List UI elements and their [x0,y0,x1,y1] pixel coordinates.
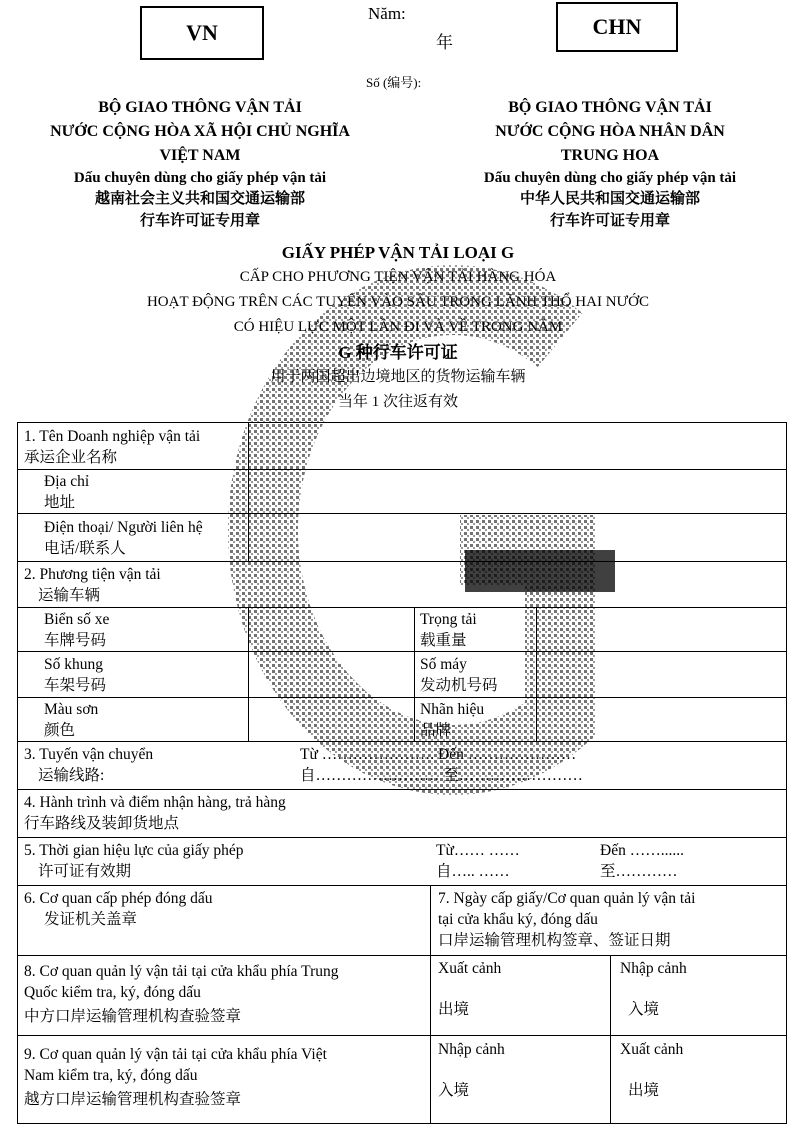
route-from-to-cn: 自…………………… 至…………………… [300,767,583,784]
validity-from-cn: 自….. …… [436,863,510,880]
issuer-left-line1: BỘ GIAO THÔNG VẬN TẢI [98,99,302,116]
address-label-cn: 地址 [44,494,76,511]
vn-exit-label [620,1039,683,1101]
address-label [44,471,89,513]
load-label [420,609,477,651]
row-divider [18,789,786,790]
issuer-left-line4: Dấu chuyên dùng cho giấy phép vận tải [73,170,327,186]
border-authority-label-vn2: tại cửa khẩu ký, đóng dấu [438,911,598,928]
vn-entry-cn: 入境 [438,1082,470,1099]
company-name-label [24,426,200,468]
vn-border-check-label [24,1044,327,1110]
validity-label-cn: 许可证有效期 [38,863,132,880]
issuer-right-line5: 中华人民共和国交通运输部 [519,191,700,207]
border-authority-label-vn1: 7. Ngày cấp giấy/Cơ quan quản lý vận tải [438,890,696,907]
issuer-left-line2: NƯỚC CỘNG HÒA XÃ HỘI CHỦ NGHĨA [50,123,350,140]
company-name-label-cn: 承运企业名称 [24,449,118,466]
country-code-chn-text: CHN [592,14,642,39]
engine-label-cn: 发动机号码 [420,677,498,694]
issuer-right-line2: NƯỚC CỘNG HÒA NHÂN DÂN [495,123,725,140]
issuing-authority-label [24,888,213,930]
route-label [24,744,153,786]
phone-label [44,517,203,559]
phone-label-cn: 电话/联系人 [44,540,126,557]
vehicle-label [24,564,161,606]
plate-label [44,609,109,651]
issuing-authority-label-cn: 发证机关盖章 [44,911,138,928]
vn-border-check-vn1: 9. Cơ quan quản lý vận tải tại cửa khẩu phía Việt [24,1046,327,1063]
cn-exit-vn: Xuất cảnh [438,960,502,977]
country-code-vn-text: VN [186,20,218,45]
permit-form-table [17,422,787,1124]
row-divider [18,837,786,838]
year-label-cn: 年 [436,33,453,52]
validity-label-vn: 5. Thời gian hiệu lực của giấy phép [24,842,244,859]
row-divider [18,697,786,698]
validity-label [24,840,243,882]
vehicle-label-vn: 2. Phương tiện vận tải [24,566,161,583]
issuer-right-line3: TRUNG HOA [560,147,660,164]
validity-to-cn: 至………… [600,863,678,880]
route-from-to [300,744,583,786]
plate-label-vn: Biển số xe [44,611,110,628]
cn-entry-vn: Nhập cảnh [620,960,687,977]
issuer-left-line5: 越南社会主义共和国交通运输部 [94,191,305,207]
title-line7: 当年 1 次往返有效 [337,394,458,410]
vn-exit-cn: 出境 [628,1082,660,1099]
row-divider [18,651,786,652]
permit-title [0,240,796,415]
color-label-cn: 颜色 [44,722,76,739]
cn-border-check-label [24,961,339,1027]
cn-entry-label [620,958,687,1020]
cn-exit-cn: 出境 [438,1001,470,1018]
country-code-vn [140,6,264,60]
title-line1: GIẤY PHÉP VẬN TẢI LOẠI G [281,243,515,262]
cn-border-check-cn: 中方口岸运输管理机构查验签章 [24,1008,242,1025]
plate-label-cn: 车牌号码 [44,632,107,649]
issuer-left-line3: VIỆT NAM [159,147,241,164]
engine-label-vn: Số máy [420,656,467,673]
vn-border-check-cn: 越方口岸运输管理机构查验签章 [24,1091,242,1108]
row-divider [18,885,786,886]
issuer-right [430,96,790,232]
row-divider [18,469,786,470]
col-divider [610,955,611,1123]
title-line2: CẤP CHO PHƯƠNG TIỆN VẬN TẢI HÀNG HÓA [239,269,557,285]
cn-entry-cn: 入境 [628,1001,660,1018]
row-divider [18,607,786,608]
vn-exit-vn: Xuất cảnh [620,1041,684,1058]
vn-border-check-vn2: Nam kiểm tra, ký, đóng dấu [24,1067,198,1084]
validity-from [436,840,520,882]
color-label-vn: Màu sơn [44,701,99,718]
issuer-left [20,96,380,232]
watermark-letter: G [200,250,201,251]
route-label-cn: 运输线路: [38,767,105,784]
year-label-vn: Năm: [368,4,406,23]
color-label [44,699,98,741]
validity-to [600,840,684,882]
col-divider [414,607,415,741]
row-divider [18,1035,786,1036]
cn-exit-label [438,958,501,1020]
col-divider [248,607,249,741]
issuer-right-line4: Dấu chuyên dùng cho giấy phép vận tải [483,170,737,186]
col-divider [248,423,249,561]
brand-label [420,699,484,741]
load-label-cn: 载重量 [420,632,467,649]
border-authority-label [438,888,695,951]
validity-from-vn: Từ…… …… [436,842,520,859]
cn-border-check-vn1: 8. Cơ quan quản lý vận tải tại cửa khẩu phía Trung [24,963,339,980]
phone-label-vn: Điện thoại/ Người liên hệ [44,519,203,536]
permit-number-label: Số (编号): [366,75,422,90]
brand-label-cn: 品牌 [420,722,452,739]
issuer-right-line6: 行车许可证专用章 [549,213,670,229]
chassis-label [44,654,106,696]
load-label-vn: Trọng tải [420,611,477,628]
validity-to-vn: Đến ……...... [600,842,684,859]
engine-label [420,654,498,696]
issuer-right-line1: BỘ GIAO THÔNG VẬN TẢI [508,99,712,116]
issuer-left-line6: 行车许可证专用章 [139,213,260,229]
cn-border-check-vn2: Quốc kiểm tra, ký, đóng dấu [24,984,201,1001]
border-authority-label-cn: 口岸运输管理机构签章、签证日期 [438,932,671,949]
title-line5: G 种行车许可证 [338,343,458,362]
country-code-chn [556,2,678,52]
row-divider [18,513,786,514]
row-divider [18,741,786,742]
title-line4: CÓ HIỆU LỰC MỘT LẦN ĐI VÀ VỀ TRONG NĂM [233,319,563,335]
vn-entry-label [438,1039,505,1101]
route-label-vn: 3. Tuyến vận chuyển [24,746,154,763]
itinerary-label-cn: 行车路线及装卸货地点 [24,815,180,832]
row-divider [18,561,786,562]
chassis-label-cn: 车架号码 [44,677,107,694]
itinerary-label-vn: 4. Hành trình và điểm nhận hàng, trả hàng [24,794,286,811]
company-name-label-vn: 1. Tên Doanh nghiệp vận tải [24,428,201,445]
address-label-vn: Địa chỉ [44,473,90,490]
chassis-label-vn: Số khung [44,656,103,673]
title-line6: 用于两国超出边境地区的货物运输车辆 [270,369,526,385]
route-from-to-vn: Từ …………………. Đến ………………… [300,746,577,763]
vehicle-label-cn: 运输车辆 [38,587,101,604]
col-divider [430,885,431,1123]
col-divider [536,607,537,741]
row-divider [18,955,786,956]
title-line3: HOẠT ĐỘNG TRÊN CÁC TUYẾN VÀO SÂU TRONG LÃNH THỔ HAI NƯỚC [146,294,650,310]
vn-entry-vn: Nhập cảnh [438,1041,505,1058]
issuing-authority-label-vn: 6. Cơ quan cấp phép đóng dấu [24,890,213,907]
brand-label-vn: Nhãn hiệu [420,701,485,718]
itinerary-label [24,792,286,834]
